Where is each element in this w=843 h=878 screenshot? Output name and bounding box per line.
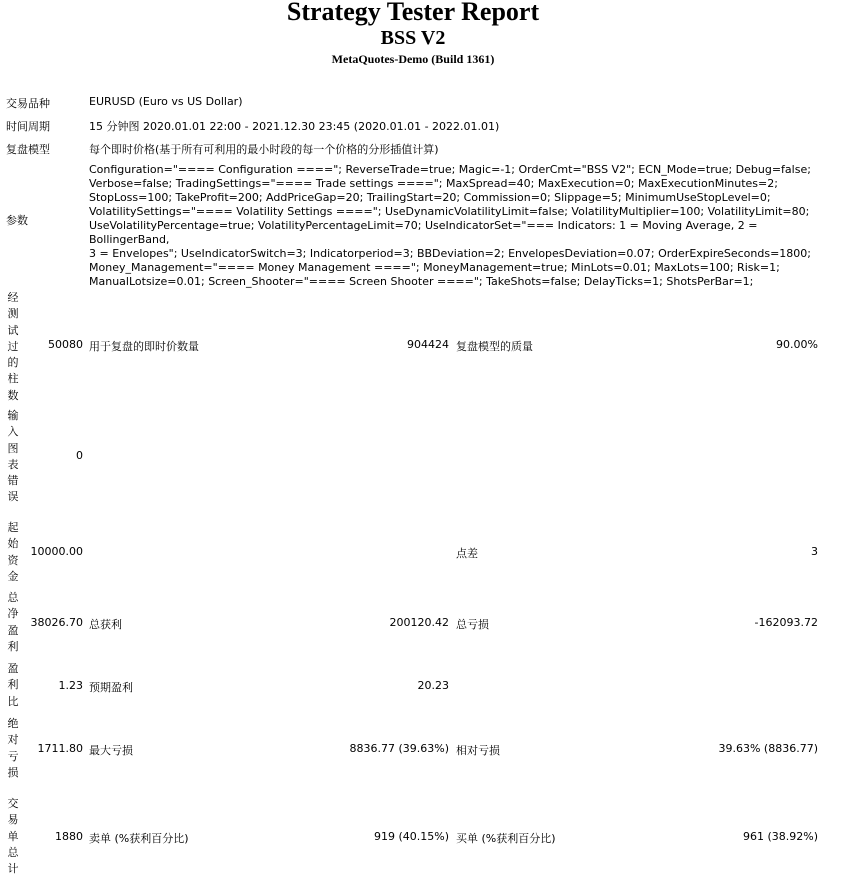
expected-payoff-value: 20.23 [417, 679, 449, 692]
params-line: 3 = Envelopes"; UseIndicatorSwitch=3; Indicatorperiod=3; BBDeviation=2; EnvelopesDeviation=0.07; OrderExpireSeconds=1800; [89, 247, 812, 260]
model-label: 复盘模型 [6, 143, 50, 156]
server-build: MetaQuotes-Demo (Build 1361) [331, 52, 495, 66]
params-line: StopLoss=100; TakeProfit=200; AddPriceGap=20; TrailingStart=20; Commission=0; Slippage=5; MinimumUseStopLevel=0; [89, 191, 771, 204]
gross-loss-label: 总亏损 [456, 618, 489, 631]
spread-label: 点差 [456, 547, 478, 560]
short-positions-value: 919 (40.15%) [373, 830, 449, 843]
net-profit-value: 38026.70 [30, 616, 83, 629]
expected-payoff-label: 预期盈利 [89, 681, 133, 694]
gross-loss-value: -162093.72 [754, 616, 818, 629]
relative-drawdown-label: 相对亏损 [456, 744, 500, 757]
bars-value: 50080 [48, 338, 83, 351]
params-line: VolatilitySettings="==== Volatility Settings ===="; UseDynamicVolatilityLimit=false; VolatilityMultiplier=100; VolatilityLimit=80; [89, 205, 810, 218]
quality-label: 复盘模型的质量 [456, 340, 533, 353]
short-positions-label: 卖单 (%获利百分比) [89, 832, 189, 845]
long-positions-label: 买单 (%获利百分比) [456, 832, 556, 845]
params-line: Configuration="==== Configuration ===="; ReverseTrade=true; Magic=-1; OrderCmt="BSS V2"; ECN_Mode=true; Debug=false; [89, 163, 811, 176]
params-line: Money_Management="==== Money Management ===="; MoneyManagement=true; MinLots=0.01; MaxLots=100; Risk=1; [89, 261, 780, 274]
symbol-label: 交易品种 [6, 97, 50, 110]
ticks-value: 904424 [407, 338, 449, 351]
relative-drawdown-value: 39.63% (8836.77) [718, 742, 818, 755]
quality-value: 90.00% [776, 338, 818, 351]
deposit-value: 10000.00 [30, 545, 83, 558]
expert-name: BSS V2 [380, 27, 446, 49]
bars-label: 经测试过的柱数 [7, 291, 19, 402]
period-value: 15 分钟图 2020.01.01 22:00 - 2021.12.30 23:45 (2020.01.01 - 2022.01.01) [89, 120, 500, 133]
errors-value: 0 [76, 449, 83, 462]
params-line: UseVolatilityPercentage=true; VolatilityPercentageLimit=70; UseIndicatorSet="=== Indicators: 1 = Moving Average, 2 = BollingerBand, [89, 219, 758, 246]
params-label: 参数 [6, 214, 28, 227]
symbol-value: EURUSD (Euro vs US Dollar) [89, 95, 243, 108]
deposit-label: 起始资金 [7, 521, 19, 583]
ticks-label: 用于复盘的即时价数量 [89, 340, 199, 353]
max-drawdown-label: 最大亏损 [89, 744, 133, 757]
params-line: ManualLotsize=0.01; Screen_Shooter="==== Screen Shooter ===="; TakeShots=false; DelayTicks=1; ShotsPerBar=1; [89, 275, 754, 288]
absolute-drawdown-label: 绝对亏损 [7, 717, 19, 779]
spread-value: 3 [811, 545, 818, 558]
params-value [89, 163, 829, 289]
report-title: Strategy Tester Report [286, 0, 540, 26]
absolute-drawdown-value: 1711.80 [37, 742, 83, 755]
long-positions-value: 961 (38.92%) [742, 830, 818, 843]
gross-profit-label: 总获利 [89, 618, 122, 631]
max-drawdown-value: 8836.77 (39.63%) [349, 742, 449, 755]
period-label: 时间周期 [6, 120, 50, 133]
profit-factor-label: 盈利比 [7, 662, 19, 708]
params-line: Verbose=false; TradingSettings="==== Trade settings ===="; MaxSpread=40; MaxExecution=0; MaxExecutionMinutes=2; [89, 177, 778, 190]
net-profit-label: 总净盈利 [7, 591, 19, 653]
gross-profit-value: 200120.42 [389, 616, 449, 629]
total-trades-label: 交易单总计 [7, 797, 19, 876]
model-value: 每个即时价格(基于所有可利用的最小时段的每一个价格的分形插值计算) [89, 143, 439, 156]
total-trades-value: 1880 [55, 830, 83, 843]
errors-label: 输入图表错误 [7, 409, 19, 504]
profit-factor-value: 1.23 [58, 679, 83, 692]
